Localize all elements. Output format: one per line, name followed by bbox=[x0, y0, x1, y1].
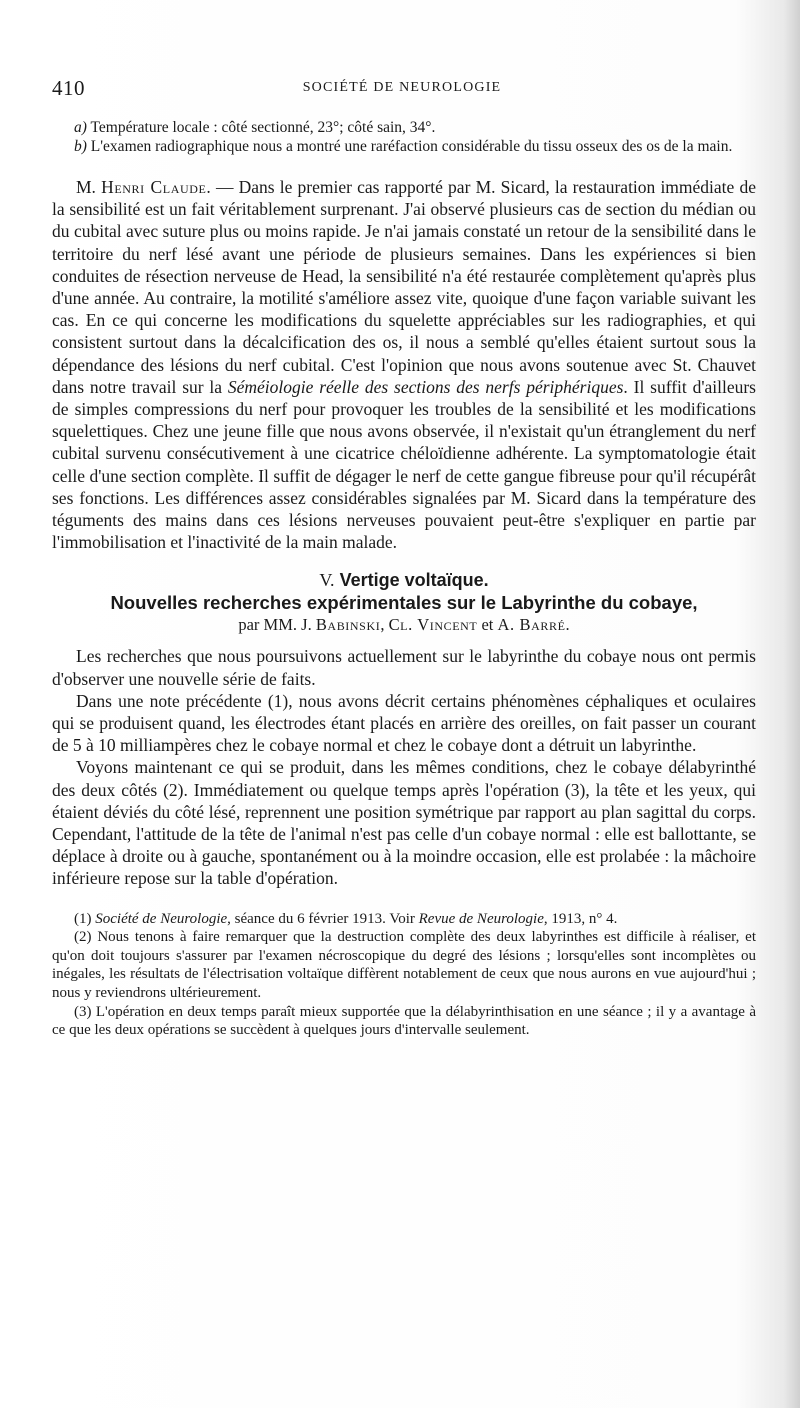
footnote-text: , séance du 6 février 1913. Voir bbox=[227, 910, 419, 927]
author-name: A. Barré bbox=[497, 615, 566, 635]
item-marker: b) bbox=[74, 138, 87, 155]
author-name: Babinski bbox=[315, 615, 381, 635]
discussion-text: . Il suffit d'ailleurs de simples compressions du nerf pour provoquer les troubles de la sensibilité et les modifications squelettiques. Chez une jeune fille que nous avons observée, il n'existait qu'un étranglement du nerf cubital survenu consécutivement à une cicatrice chéloïdienne adhérente. La symptomatologie était celle d'une section complète. Il suffit de dégager le nerf de cette gangue fibreuse pour qu'il récupérât ses fonctions. Les différences assez considérables signalées par M. Sicard dans la température des téguments des mains dans ces lésions nerveuses pouvaient peut-être s'expliquer en partie par l'immobilisation et l'inactivité de la main malade. bbox=[52, 376, 756, 553]
article-paragraph: Dans une note précédente (1), nous avons décrit certains phénomènes céphaliques et oculaires qui se produisent quand, les électrodes étant placés en arrière des oreilles, on fait passer un courant de 5 à 10 milliampères chez le cobaye normal et chez le cobaye dont a détruit un labyrinthe. bbox=[52, 690, 756, 756]
discussion-text: . — Dans le premier cas rapporté par M. Sicard, la restauration immédiate de la sensibilité est un fait véritablement surprenant. J'ai observé plusieurs cas de section du médian ou du cubital avec suture plus ou moins rapide. Je n'ai jamais constaté un retour de la sensibilité dans le territoire du nerf lésé avant une période de plusieurs semaines. Dans les expériences si bien conduites de résection nerveuse de Head, la sensibilité n'a été restaurée complètement qu'après plus d'une année. Au contraire, la motilité s'améliore assez vite, quoique d'une façon variable suivant les cas. En ce qui concerne les modifications du squelette appréciables sur les radiographies, et qui consistent surtout dans la décalcification des os, il nous a semblé qu'elles étaient surtout sous la dépendance des lésions du nerf cubital. C'est l'opinion que nous avons soutenue avec St. Chauvet dans notre travail sur la bbox=[52, 177, 756, 397]
section-heading bbox=[52, 569, 756, 591]
list-item-b bbox=[52, 137, 756, 156]
footnote-source: Revue de Neurologie bbox=[418, 910, 544, 927]
cited-work-title: Séméiologie réelle des sections des nerfs périphériques bbox=[227, 376, 624, 397]
footnote-3: (3) L'opération en deux temps paraît mieux supportée que la délabyrinthisation en une séance ; il y a avantage à ce que les deux opérations se succèdent à quelques jours d'intervalle seulement. bbox=[52, 1003, 756, 1039]
byline-end: . bbox=[565, 615, 570, 635]
section-numeral: V. bbox=[319, 570, 335, 591]
footnote-2: (2) Nous tenons à faire remarquer que la destruction complète des deux labyrinthes est difficile à réaliser, et qu'on doit toujours s'assurer par l'examen nécroscopique du degré des lésions ; lorsqu'elles sont incomplètes ou inégales, les résultats de l'électrisation voltaïque diffèrent notablement de ceux que nous aurons en vue aujourd'hui ; nous y reviendrons ultérieurement. bbox=[52, 929, 756, 1002]
article-paragraph: Voyons maintenant ce qui se produit, dans les mêmes conditions, chez le cobaye délabyrinthé des deux côtés (2). Immédiatement ou quelque temps après l'opération (3), la tête et les yeux, qui étaient déviés du côté lésé, reprennent une position symétrique par rapport au plan sagittal du corps. Cependant, l'attitude de la tête de l'animal n'est pas celle d'un cobaye normal : elle est ballottante, se déplace à droite ou à gauche, spontanément ou à la moindre occasion, elle est prolabée : la mâchoire inférieure repose sur la table d'opération. bbox=[52, 757, 756, 889]
speaker-name: Henri Claude bbox=[101, 177, 207, 197]
byline-separator: et bbox=[477, 615, 498, 635]
item-marker: a) bbox=[74, 119, 87, 136]
footnote-number: (1) bbox=[74, 910, 96, 927]
byline bbox=[52, 614, 756, 635]
article-paragraph: Les recherches que nous poursuivons actuellement sur le labyrinthe du cobaye nous ont permis d'observer une nouvelle série de faits. bbox=[52, 646, 756, 689]
section-title: Vertige voltaïque. bbox=[334, 570, 489, 591]
footnotes bbox=[52, 910, 756, 1040]
page-content bbox=[52, 118, 756, 1040]
byline-separator: , bbox=[380, 615, 389, 635]
footnote-source: Société de Neurologie bbox=[95, 910, 228, 927]
discussion-paragraph bbox=[52, 176, 756, 553]
list-item-a bbox=[52, 118, 756, 137]
footnote-text: , 1913, n° 4. bbox=[543, 910, 618, 927]
item-text: Température locale : côté sectionné, 23°; côté sain, 34°. bbox=[86, 119, 436, 136]
byline-prefix: par MM. J. bbox=[238, 615, 316, 635]
footnote-1 bbox=[52, 910, 756, 929]
section-subtitle: Nouvelles recherches expérimentales sur le Labyrinthe du cobaye, bbox=[110, 592, 698, 614]
page-number: 410 bbox=[52, 76, 85, 100]
journal-title: SOCIÉTÉ DE NEUROLOGIE bbox=[302, 80, 502, 95]
author-name: Cl. Vincent bbox=[388, 615, 478, 635]
running-head bbox=[52, 76, 772, 100]
item-text: L'examen radiographique nous a montré une raréfaction considérable du tissu osseux des os de la main. bbox=[86, 138, 733, 155]
speaker-prefix: M. bbox=[76, 177, 102, 197]
